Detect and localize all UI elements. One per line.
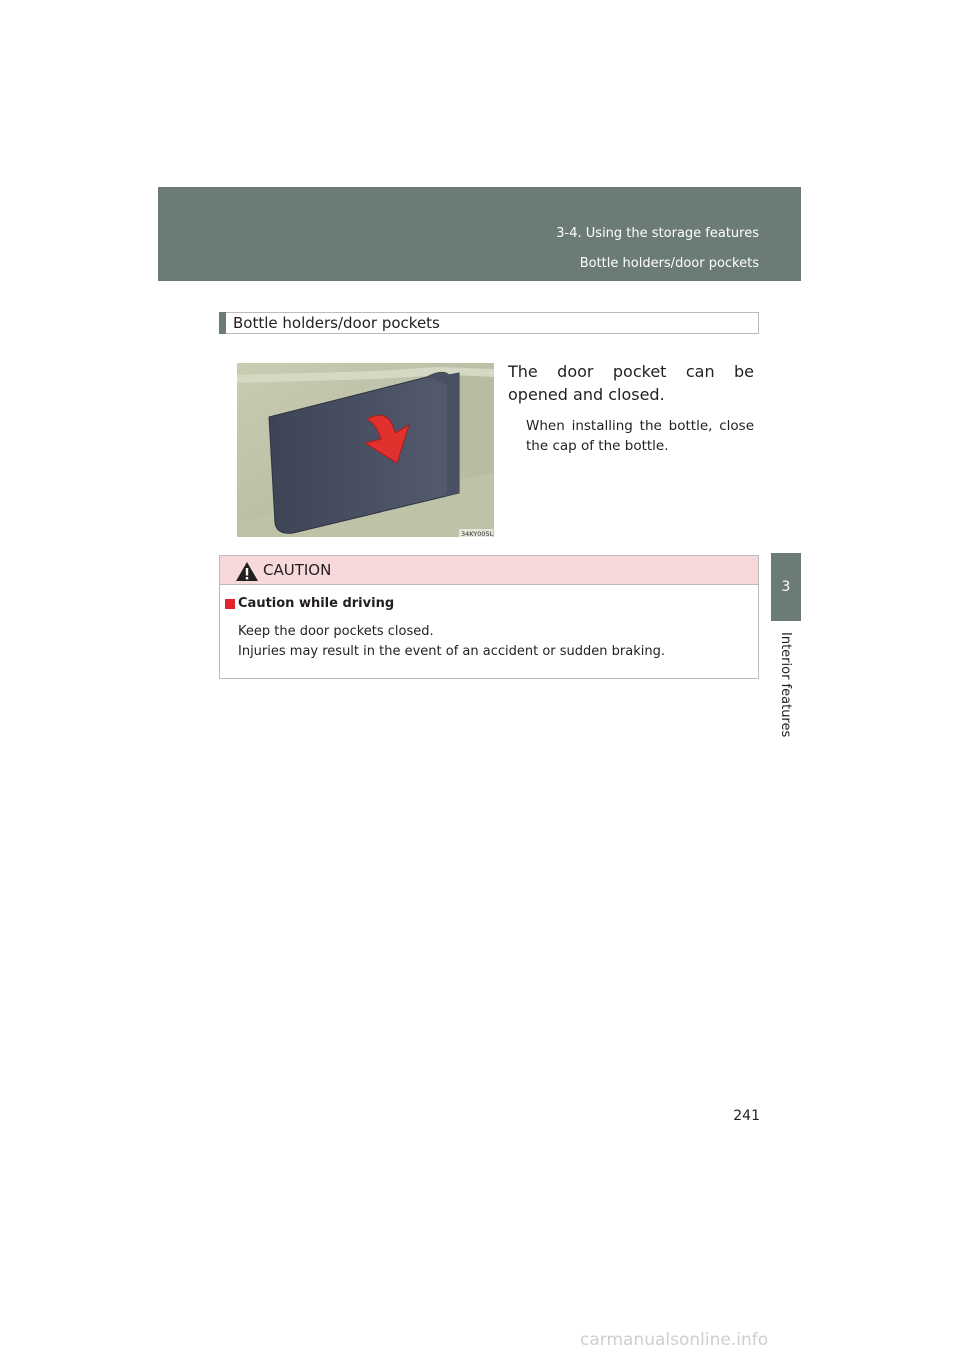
note-text: When installing the bottle, close the cap of the bottle.	[526, 418, 754, 454]
warning-triangle-icon	[235, 561, 259, 582]
caution-subhead: Caution while driving	[238, 596, 395, 611]
figure-code: 34KY005L	[461, 530, 494, 537]
chapter-tab-label: Interior features	[778, 632, 793, 738]
section-title-bar	[219, 312, 759, 334]
header-chapter: 3-4. Using the storage features	[556, 226, 759, 241]
chapter-tab-number: 3	[781, 579, 791, 595]
section-title-accent	[219, 312, 226, 334]
caution-bullet-icon	[225, 599, 235, 609]
caution-line: Injuries may result in the event of an accident or sudden braking.	[238, 644, 665, 659]
header-section: Bottle holders/door pockets	[579, 256, 759, 271]
watermark[interactable]: carmanualsonline.info	[580, 1330, 769, 1350]
header-band	[158, 187, 801, 281]
caution-box	[219, 555, 759, 679]
caution-line: Keep the door pockets closed.	[238, 624, 434, 639]
door-pocket-illustration	[237, 363, 494, 537]
page-number: 241	[733, 1108, 760, 1124]
chapter-tab	[771, 553, 801, 621]
section-title: Bottle holders/door pockets	[233, 314, 440, 332]
caution-header	[220, 556, 758, 585]
body-text: The door pocket can be opened and closed.	[508, 362, 754, 404]
caution-title: CAUTION	[263, 561, 332, 579]
